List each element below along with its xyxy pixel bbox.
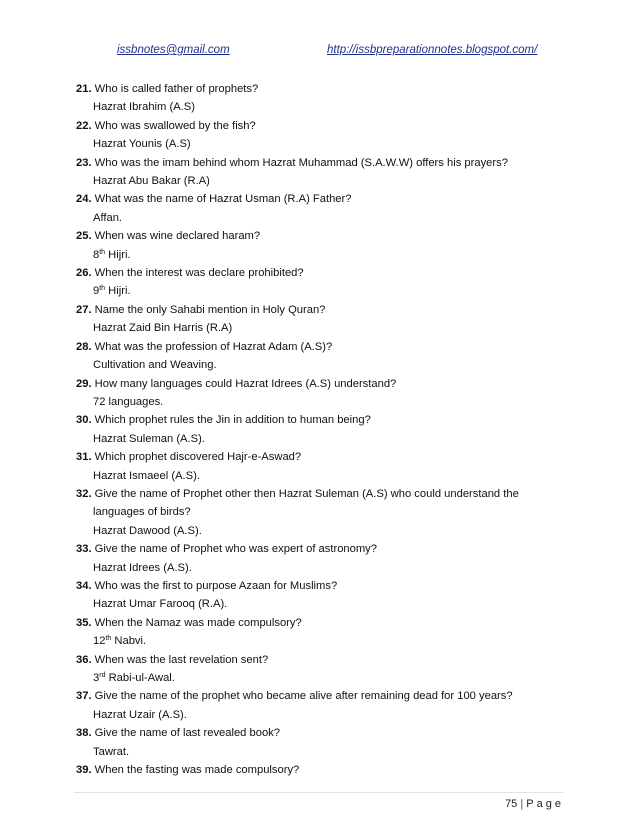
page-label: Page	[526, 798, 564, 810]
question-line	[76, 761, 566, 779]
question-text: What was the profession of Hazrat Adam (A.S)?	[94, 340, 333, 353]
qa-item	[76, 485, 566, 540]
ordinal-suffix: rd	[99, 672, 106, 679]
qa-item	[76, 411, 566, 448]
answer-text	[76, 282, 566, 300]
qa-item	[76, 117, 566, 154]
header-blog-link[interactable]: http://issbpreparationnotes.blogspot.com/	[327, 44, 538, 56]
ordinal-suffix: th	[99, 285, 106, 293]
qa-item	[76, 80, 566, 117]
question-text: What was the name of Hazrat Usman (R.A) Father?	[94, 193, 352, 206]
question-number: 26.	[76, 267, 92, 280]
question-line	[76, 154, 566, 172]
question-line	[76, 80, 566, 98]
question-line	[76, 687, 566, 705]
question-line	[76, 448, 566, 466]
answer-text: Cultivation and Weaving.	[93, 359, 217, 372]
question-number: 39.	[76, 764, 92, 777]
answer-text: Hazrat Uzair (A.S).	[93, 708, 187, 721]
ordinal-suffix: th	[99, 248, 106, 256]
answer-text: Hazrat Dawood (A.S).	[93, 524, 202, 537]
question-text: Give the name of the prophet who became alive after remaining dead for 100 years?	[94, 690, 513, 703]
question-text: When the interest was declare prohibited?	[94, 267, 304, 280]
question-text: Name the only Sahabi mention in Holy Quran?	[94, 303, 326, 316]
question-number: 28.	[76, 340, 92, 353]
question-line	[76, 227, 566, 245]
question-text: Give the name of last revealed book?	[94, 727, 280, 740]
question-number: 30.	[76, 414, 92, 427]
qa-item	[76, 540, 566, 577]
question-text: Which prophet rules the Jin in addition to human being?	[94, 414, 371, 427]
question-number: 25.	[76, 230, 92, 243]
answer-remainder: Hijri.	[105, 285, 131, 298]
answer-text: Hazrat Zaid Bin Harris (R.A)	[93, 322, 233, 335]
question-line	[76, 301, 566, 319]
qa-item	[76, 651, 566, 688]
qa-item	[76, 687, 566, 724]
question-number: 27.	[76, 303, 92, 316]
question-text: Who was swallowed by the fish?	[94, 119, 256, 132]
answer-text	[76, 632, 566, 650]
page-header	[0, 44, 638, 60]
question-line	[76, 614, 566, 632]
qa-item	[76, 761, 566, 779]
qa-item	[76, 724, 566, 761]
question-text: Give the name of Prophet who was expert of astronomy?	[94, 543, 377, 556]
qa-item	[76, 154, 566, 191]
qa-item	[76, 190, 566, 227]
answer-text: Hazrat Idrees (A.S).	[93, 561, 192, 574]
question-number: 33.	[76, 543, 92, 556]
question-number: 35.	[76, 616, 92, 629]
qa-item	[76, 375, 566, 412]
question-text: When was wine declared haram?	[94, 230, 261, 243]
answer-text: Hazrat Suleman (A.S).	[93, 432, 205, 445]
question-line	[76, 375, 566, 393]
question-text: Give the name of Prophet other then Hazrat Suleman (A.S) who could understand the languages of birds?	[93, 487, 519, 519]
question-line	[76, 485, 566, 522]
answer-text: 72 languages.	[93, 395, 164, 408]
qa-item	[76, 227, 566, 264]
question-number: 37.	[76, 690, 92, 703]
qa-item	[76, 264, 566, 301]
question-text: Who was the imam behind whom Hazrat Muhammad (S.A.W.W) offers his prayers?	[94, 156, 508, 169]
question-line	[76, 651, 566, 669]
answer-text: Hazrat Younis (A.S)	[93, 138, 191, 151]
question-number: 22.	[76, 119, 92, 132]
answer-text: Affan.	[93, 211, 123, 224]
answer-remainder: Nabvi.	[111, 635, 147, 648]
answer-ordinal: 8	[93, 248, 100, 261]
answer-text: Hazrat Ismaeel (A.S).	[93, 469, 200, 482]
answer-text	[76, 246, 566, 264]
question-text: Who was the first to purpose Azaan for Muslims?	[94, 579, 338, 592]
page-footer	[505, 798, 564, 810]
question-number: 29.	[76, 377, 92, 390]
question-text: When the fasting was made compulsory?	[94, 764, 300, 777]
answer-text: Tawrat.	[93, 745, 130, 758]
answer-text: Hazrat Abu Bakar (R.A)	[93, 175, 210, 188]
question-number: 34.	[76, 579, 92, 592]
qa-item	[76, 448, 566, 485]
question-text: Who is called father of prophets?	[94, 83, 259, 95]
question-text: Which prophet discovered Hajr-e-Aswad?	[94, 451, 302, 464]
header-email-link[interactable]: issbnotes@gmail.com	[117, 44, 230, 56]
question-number: 38.	[76, 727, 92, 740]
question-number: 32.	[76, 487, 92, 500]
question-number: 24.	[76, 193, 92, 206]
answer-remainder: Hijri.	[105, 248, 131, 261]
footer-divider	[74, 792, 564, 793]
question-line	[76, 411, 566, 429]
question-line	[76, 264, 566, 282]
question-number: 23.	[76, 156, 92, 169]
question-line	[76, 338, 566, 356]
question-line	[76, 190, 566, 208]
answer-text	[76, 669, 566, 687]
question-line	[76, 117, 566, 135]
answer-text: Hazrat Ibrahim (A.S)	[93, 101, 195, 114]
question-line	[76, 540, 566, 558]
question-line	[76, 577, 566, 595]
answer-ordinal: 3	[93, 672, 100, 684]
qa-item	[76, 577, 566, 614]
qa-list	[76, 80, 566, 779]
question-number: 31.	[76, 451, 92, 464]
page-separator: |	[520, 798, 524, 810]
answer-ordinal: 9	[93, 285, 100, 298]
qa-item	[76, 614, 566, 651]
question-text: When the Namaz was made compulsory?	[94, 616, 302, 629]
ordinal-suffix: th	[105, 635, 112, 643]
answer-remainder: Rabi-ul-Awal.	[105, 672, 175, 684]
page-number: 75	[505, 798, 518, 810]
qa-item	[76, 301, 566, 338]
question-number: 21.	[76, 83, 92, 95]
qa-item	[76, 338, 566, 375]
answer-text: Hazrat Umar Farooq (R.A).	[93, 598, 228, 611]
question-line	[76, 724, 566, 742]
question-text: When was the last revelation sent?	[94, 653, 269, 666]
answer-ordinal: 12	[93, 635, 106, 648]
question-text: How many languages could Hazrat Idrees (A.S) understand?	[94, 377, 397, 390]
question-number: 36.	[76, 653, 92, 666]
